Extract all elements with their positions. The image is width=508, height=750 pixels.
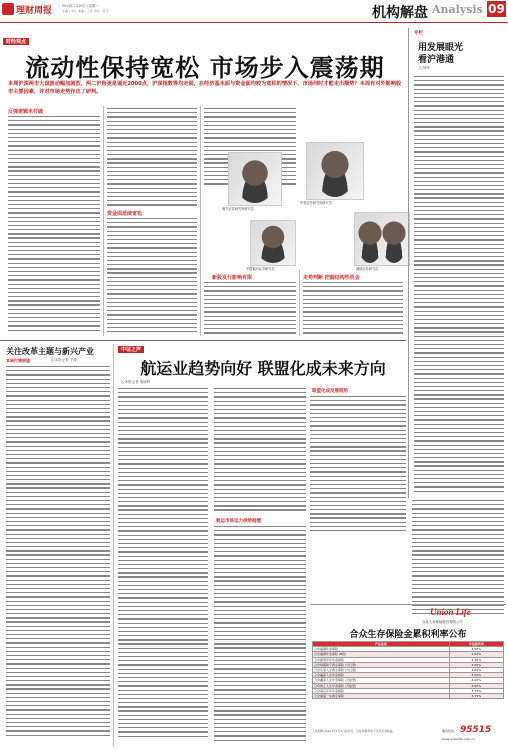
shipping-tag: 中证之声 [118,346,144,353]
masthead [0,0,508,22]
analyst-photo-3 [250,220,296,266]
ad-product-name: 合众福满年金保险 [313,647,450,652]
union-life-logo: Union Life [430,607,471,617]
ad-col-product: 产品名称 [313,642,450,647]
ad-rate-value: 3.75% [449,693,503,698]
article-text [118,388,208,746]
editor-line: 主编 / 李元 美编 / 王剑 校对 / 肖平 [62,9,109,13]
article-text [214,388,306,514]
analyst-photo-4 [354,212,410,266]
shipping-headline: 航运业趋势向好 联盟化成未来方向 [140,359,386,378]
ad-rate-value: 4.50% [449,647,503,652]
photo-caption-3: 中国银河证券研究员 [246,267,275,271]
ad-rate-value: 4.00% [449,673,503,678]
middle-author: 文/本报记者 王涛 [50,358,77,362]
page-number: 09 [488,2,505,16]
brand-name: 理财周报 [16,6,53,16]
ad-product-name: 合众乐享人生两全保险 (分红型) [313,667,450,672]
article-text [310,396,406,536]
article-text [303,282,403,336]
ad-rate-value: 4.00% [449,683,503,688]
ad-hotline[interactable]: 95515 [460,725,492,735]
ad-table-wrap [312,641,504,699]
article-text [412,500,504,620]
ad-rate-value: 4.25% [449,657,503,662]
photo-caption-1: 南方证券研究所研究员 [222,207,254,211]
ad-rate-value: 4.00% [449,662,503,667]
subhead-4: 走势判断 把握结构性机会 [303,275,360,281]
article-text [107,218,197,336]
union-life-ad [310,604,506,747]
middle-subhead: 本周行情展望 [6,358,30,363]
ad-website[interactable]: www.unionlife.com.cn [442,737,475,741]
middle-headline: 关注改革主题与新兴产业 [6,347,94,356]
subhead-1: 反弹逻辑未打破 [8,109,44,115]
photo-caption-2: 华泰证券研究所研究员 [300,201,332,205]
ad-product-name: 合众鸿运年年年金保险 [313,688,450,693]
ad-rate-value: 3.75% [449,688,503,693]
brand-logo [2,3,14,15]
article-text [107,108,197,208]
column-text [414,76,504,496]
ad-col-rate: 年结算利率 [449,642,503,647]
shipping-subhead-1: 航运市场运力供给趋缓 [216,519,261,524]
column-title-2: 看沪港通 [418,55,455,65]
analyst-photo-1 [228,152,282,206]
ad-hotline-label: 服务热线 [442,729,455,733]
shipping-subhead-2: 联盟化成发展趋势 [312,389,348,394]
ad-product-name: 合众鑫享人生年金保险 (万能型) [313,678,450,683]
photo-caption-4: 湘财证券研究员 [356,267,379,271]
column-tag: 专栏 [414,31,423,36]
ad-product-name: 合众富贵年年年金保险 [313,657,450,662]
ad-rate-value: 4.00% [449,667,503,672]
top-story-tag: 财经观点 [3,38,29,45]
article-text [6,366,110,746]
ad-footnote: 上述利率自2014年1月1日起执行，过往结算利率不代表未来收益。 [312,729,396,733]
ad-product-name: 合众智汇人生年金保险 (万能型) [313,683,450,688]
article-text [204,282,296,336]
analyst-photo-2 [306,142,364,200]
ad-rate-table [312,641,504,699]
ad-product-name: 合众财富骄子两全保险 (分红型) [313,662,450,667]
ad-title: 合众生存保险金累积利率公布 [349,630,467,640]
article-text [214,526,306,746]
ad-product-name: 合众福满年金保险 (B款) [313,652,450,657]
subhead-2: 资金面延续宽松 [107,211,143,217]
ad-rate-value: 4.00% [449,678,503,683]
column-title-1: 用发展眼光 [418,43,464,53]
date-line: 2014年1月20日 / 星期一 [62,4,99,8]
article-text [8,116,100,336]
column-author: 文/刘军 [418,66,430,70]
ad-rate-value: 4.50% [449,652,503,657]
ad-table-row [313,693,504,698]
section-analysis: Analysis [432,3,483,16]
section-title: 机构解盘 [372,5,428,21]
shipping-author: 文/本报记者 胡晓辉 [120,380,151,384]
ad-product-name: 合众福泽人生年金保险 [313,673,450,678]
top-story-headline: 流动性保持宽松 市场步入震荡期 [25,54,385,82]
subhead-3: 新股发行影响有限 [212,275,253,281]
ad-product-name: 合众康盛一生两全保险 [313,693,450,698]
top-story-lede: 本周沪深两市大盘波动幅加剧烈，两二沪指更是逼近2000点，沪深指数等均走弱，在经济基本面与资金面均较为宽松的情况下，市场何时才能走出颓势？本周有对外影响股市主要因素，并对市场走势作出了研判。 [8,81,402,95]
union-life-company: 合众人寿保险股份有限公司 [422,620,463,624]
